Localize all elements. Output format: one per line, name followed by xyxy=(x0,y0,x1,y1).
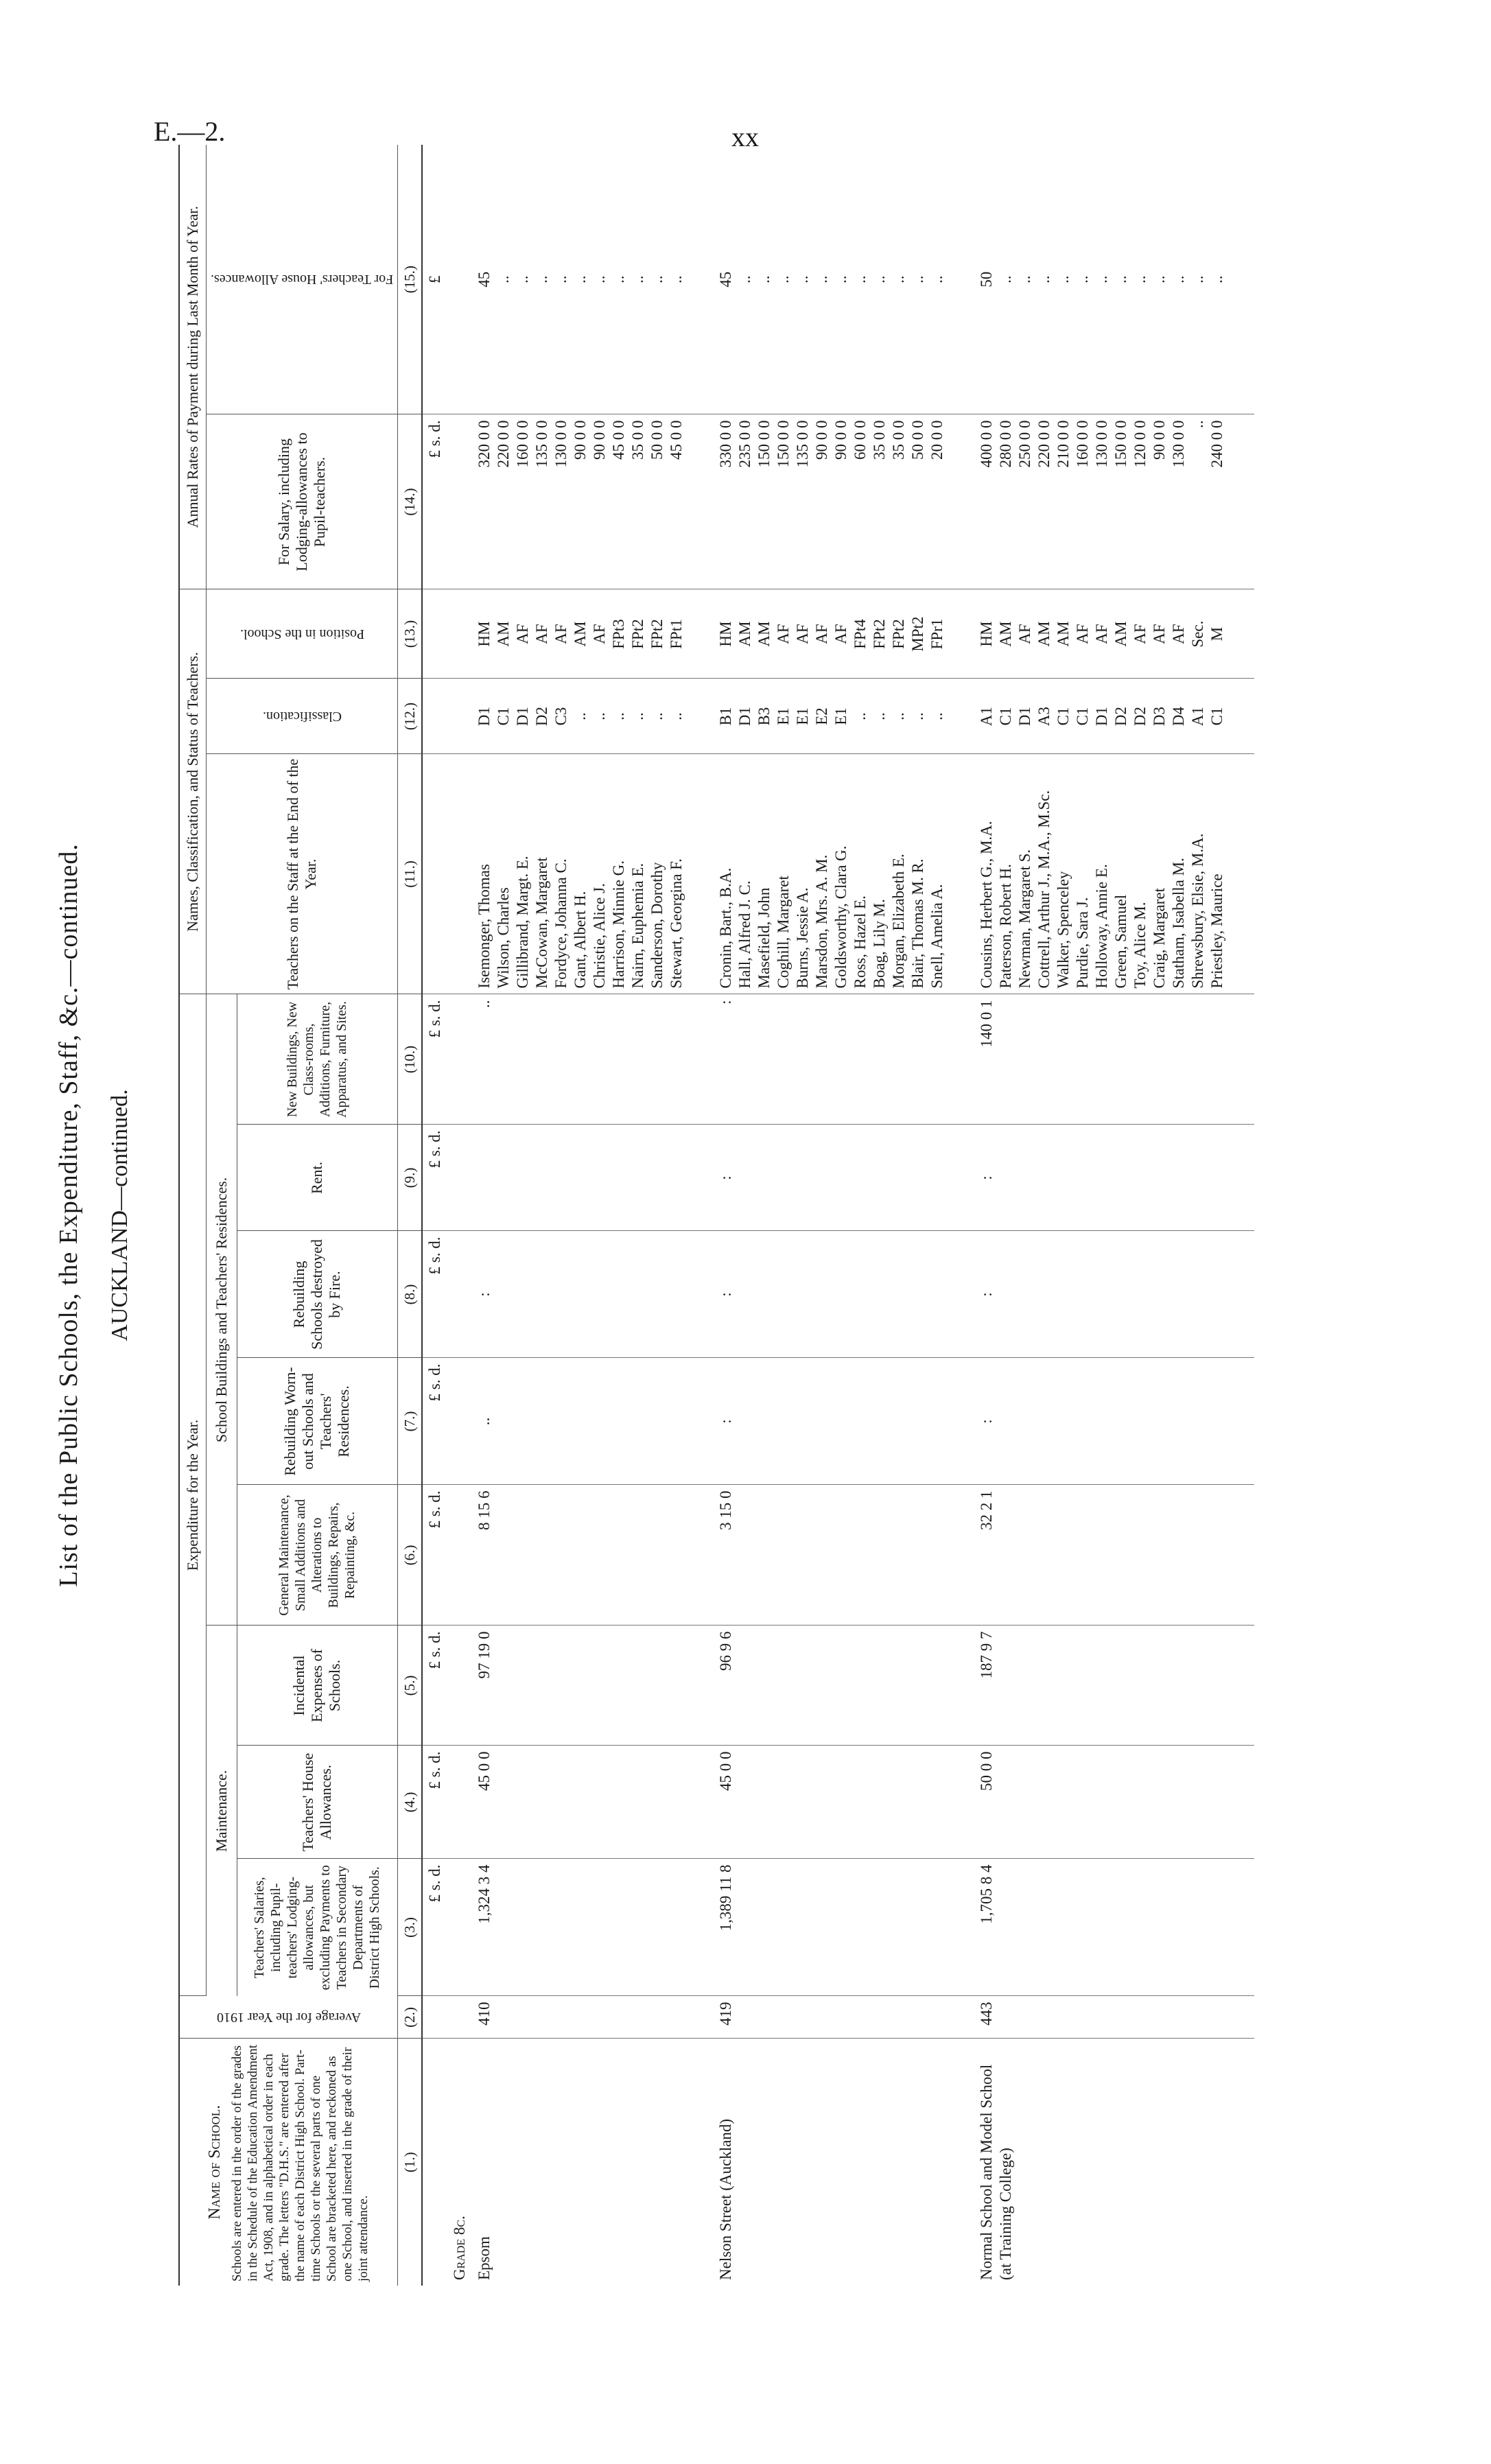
teacher-salary: 120 0 0 xyxy=(1131,420,1149,468)
rent: : xyxy=(974,1125,1230,1231)
teacher-position: FPt3 xyxy=(610,619,628,649)
teacher-allowance: .. xyxy=(1208,275,1226,283)
teacher-name: Marsdon, Mrs. A. M. xyxy=(813,854,831,989)
rebuilding-fire: : xyxy=(472,1231,689,1358)
col-salaries-header: Teachers' Salaries, including Pupil-teachers' Lodging-allowances, but excluding Payments to Teachers in Secondary Departments of District High Schools. xyxy=(237,1859,398,1996)
teacher-position: FPt2 xyxy=(629,619,647,649)
teacher-allowance: .. xyxy=(1055,275,1072,283)
teacher-salary: 320 0 0 xyxy=(476,420,493,468)
teacher-position: AF xyxy=(1131,624,1149,644)
teacher-classification: .. xyxy=(852,712,869,720)
general-maintenance: 3 15 0 xyxy=(714,1485,950,1626)
teacher-salary: 90 0 0 xyxy=(813,420,831,460)
teacher-allowance: .. xyxy=(852,275,869,283)
teacher-name: Paterson, Robert H. xyxy=(997,864,1015,989)
school-row xyxy=(974,145,1230,2286)
rent: : xyxy=(714,1125,950,1231)
unit-label: £ s. d. xyxy=(422,1746,447,1859)
teacher-name: Cottrell, Arthur J., M.A., M.Sc. xyxy=(1035,790,1053,989)
teacher-position: AM xyxy=(1055,621,1072,647)
column-number: (1.) xyxy=(398,2039,423,2286)
teacher-position: AF xyxy=(832,624,850,644)
teacher-position: AF xyxy=(813,624,831,644)
teacher-name: Toy, Alice M. xyxy=(1131,902,1149,989)
teacher-allowance: .. xyxy=(1170,275,1188,283)
buildings-group-header: School Buildings and Teachers' Residences. xyxy=(207,994,237,1626)
teacher-salary: 210 0 0 xyxy=(1055,420,1072,468)
teacher-allowance: .. xyxy=(755,275,773,283)
rebuilding-worn-out: .. xyxy=(472,1358,689,1485)
unit-label: £ s. d. xyxy=(422,1626,447,1746)
teacher-allowance: .. xyxy=(1151,275,1169,283)
teacher-salary: 35 0 0 xyxy=(629,420,647,460)
teacher-position-column xyxy=(472,589,689,679)
teacher-allowance: .. xyxy=(1131,275,1149,283)
col-rebuild-worn-header: Rebuilding Worn-out Schools and Teachers' Residences. xyxy=(237,1358,398,1485)
expenditure-group-header: Expenditure for the Year. xyxy=(179,994,207,1996)
grade-label: Grade 8c. xyxy=(451,2216,469,2280)
column-number: (4.) xyxy=(398,1746,423,1859)
teacher-classification: C3 xyxy=(552,707,570,726)
rates-group-header: Annual Rates of Payment during Last Month of Year. xyxy=(179,145,207,589)
teacher-allowance: .. xyxy=(909,275,927,283)
rebuilding-fire: : xyxy=(714,1231,950,1358)
teacher-salary: 90 0 0 xyxy=(572,420,589,460)
column-number: (10.) xyxy=(398,994,423,1125)
teacher-classification: D3 xyxy=(1151,706,1169,727)
teacher-salary-column xyxy=(472,414,689,589)
col-classification-header: Classification. xyxy=(207,679,398,754)
teacher-position: AF xyxy=(794,624,812,644)
teacher-position: HM xyxy=(476,621,493,647)
teacher-position-column xyxy=(974,589,1230,679)
column-number: (5.) xyxy=(398,1626,423,1746)
teacher-salary: 60 0 0 xyxy=(852,420,869,460)
teacher-classification: E2 xyxy=(813,707,831,725)
teacher-position: AF xyxy=(1151,624,1169,644)
teacher-classification: .. xyxy=(572,712,589,720)
teacher-classification: E1 xyxy=(794,707,812,725)
teacher-name: Coghill, Margaret xyxy=(775,876,793,989)
teacher-position: AM xyxy=(1035,621,1053,647)
teacher-name: Isemonger, Thomas xyxy=(476,864,493,989)
teacher-salary: 235 0 0 xyxy=(736,420,754,468)
teacher-salary: 160 0 0 xyxy=(1074,420,1092,468)
teacher-name: Holloway, Annie E. xyxy=(1093,864,1111,989)
general-maintenance: 8 15 6 xyxy=(472,1485,689,1626)
teacher-name: Purdie, Sara J. xyxy=(1074,897,1092,989)
page-reference: E.—2. xyxy=(154,116,226,147)
rebuilding-fire: : xyxy=(974,1231,1230,1358)
average-attendance: 443 xyxy=(974,1996,1230,2039)
teacher-name: Burns, Jessie A. xyxy=(794,887,812,989)
teacher-position: AF xyxy=(775,624,793,644)
teacher-name: Green, Samuel xyxy=(1112,894,1130,989)
column-number: (12.) xyxy=(398,679,423,754)
teacher-name: Hall, Alfred J. C. xyxy=(736,880,754,989)
column-number: (3.) xyxy=(398,1859,423,1996)
column-number: (14.) xyxy=(398,414,423,589)
teacher-classification: .. xyxy=(629,712,647,720)
teacher-classification: A3 xyxy=(1035,706,1053,727)
school-name: Epsom xyxy=(476,2236,493,2280)
teacher-name: Newman, Margaret S. xyxy=(1016,849,1034,989)
teacher-classification: D2 xyxy=(1131,706,1149,727)
rebuilding-worn-out: : xyxy=(714,1358,950,1485)
teachers-group-header: Names, Classification, and Status of Teachers. xyxy=(179,589,207,994)
teacher-position: HM xyxy=(978,621,996,647)
teacher-name: Statham, Isabella M. xyxy=(1170,858,1188,989)
teacher-classification: A1 xyxy=(1189,706,1207,727)
column-number: (15.) xyxy=(398,145,423,414)
teacher-classification: .. xyxy=(648,712,666,720)
teacher-salary: 50 0 0 xyxy=(909,420,927,460)
maintenance-group-header: Maintenance. xyxy=(207,1626,237,1996)
unit-label: £ s. d. xyxy=(422,1231,447,1358)
col-new-buildings-header: New Buildings, New Class-rooms, Additions, Furniture, Apparatus, and Sites. xyxy=(237,994,398,1125)
teacher-name: Gant, Albert H. xyxy=(572,891,589,989)
column-number: (11.) xyxy=(398,754,423,994)
schools-table xyxy=(178,145,1254,2286)
teacher-classification: D2 xyxy=(533,706,551,727)
average-attendance: 410 xyxy=(472,1996,689,2039)
teacher-name: Stewart, Georgina F. xyxy=(668,858,685,989)
teacher-allowance: .. xyxy=(890,275,908,283)
teacher-name: McCowan, Margaret xyxy=(533,857,551,989)
teacher-allowance-column xyxy=(974,145,1230,414)
teacher-allowance: .. xyxy=(572,275,589,283)
teacher-allowance: .. xyxy=(1093,275,1111,283)
school-name: Nelson Street (Auckland) xyxy=(717,2118,735,2280)
teacher-allowance: 45 xyxy=(476,271,493,288)
teacher-allowance: .. xyxy=(813,275,831,283)
teacher-allowance: .. xyxy=(629,275,647,283)
teacher-name: Christie, Alice J. xyxy=(591,883,609,989)
teacher-allowance: .. xyxy=(591,275,609,283)
teacher-name: Fordyce, Johanna C. xyxy=(552,858,570,989)
teacher-name: Priestley, Maurice xyxy=(1208,873,1226,989)
new-buildings: 140 0 1 xyxy=(974,994,1230,1125)
teacher-allowance: .. xyxy=(736,275,754,283)
teacher-salary: 20 0 0 xyxy=(928,420,946,460)
teacher-salary: 90 0 0 xyxy=(1151,420,1169,460)
teacher-classification-column xyxy=(714,679,950,754)
col-position-header: Position in the School. xyxy=(207,589,398,679)
column-number: (13.) xyxy=(398,589,423,679)
teacher-name: Goldsworthy, Clara G. xyxy=(832,845,850,989)
teacher-position: HM xyxy=(717,621,735,647)
teacher-classification: B1 xyxy=(717,707,735,726)
teacher-name: Walker, Spenceley xyxy=(1055,871,1072,989)
teacher-classification: .. xyxy=(871,712,889,720)
general-maintenance: 32 2 1 xyxy=(974,1485,1230,1626)
teacher-position: AF xyxy=(591,624,609,644)
teacher-salary: 130 0 0 xyxy=(1170,420,1188,468)
new-buildings: : xyxy=(714,994,950,1125)
teacher-classification: C1 xyxy=(495,707,513,726)
col-rent-header: Rent. xyxy=(237,1125,398,1231)
teacher-salary: 45 0 0 xyxy=(668,420,685,460)
teacher-name: Morgan, Elizabeth E. xyxy=(890,854,908,989)
teacher-position: AM xyxy=(495,621,513,647)
teacher-classification: E1 xyxy=(832,707,850,725)
teacher-salary: 45 0 0 xyxy=(610,420,628,460)
teacher-position: FPt4 xyxy=(852,619,869,649)
teacher-name: Ross, Hazel E. xyxy=(852,895,869,989)
teacher-classification: C1 xyxy=(997,707,1015,726)
school-name: Normal School and Model School (at Training College) xyxy=(978,2064,1015,2280)
teacher-salary: 135 0 0 xyxy=(794,420,812,468)
teacher-salary: 35 0 0 xyxy=(871,420,889,460)
teacher-salary: 135 0 0 xyxy=(533,420,551,468)
teacher-position: MPt2 xyxy=(909,616,927,652)
teacher-name: Blair, Thomas M. R. xyxy=(909,858,927,989)
teacher-name: Masefield, John xyxy=(755,887,773,989)
teacher-classification: C1 xyxy=(1074,707,1092,726)
house-allowances: 50 0 0 xyxy=(974,1746,1230,1859)
teacher-classification-column xyxy=(974,679,1230,754)
col-salary-header: For Salary, including Lodging-allowances to Pupil-teachers. xyxy=(207,414,398,589)
col-general-header: General Maintenance, Small Additions and Alterations to Buildings, Repairs, Repainting, &c. xyxy=(237,1485,398,1626)
unit-label: £ s. d. xyxy=(422,414,447,589)
teacher-allowance: 50 xyxy=(978,271,996,288)
page-number: xx xyxy=(731,121,759,152)
teacher-salary: 220 0 0 xyxy=(1035,420,1053,468)
teacher-allowance: .. xyxy=(832,275,850,283)
document-title: List of the Public Schools, the Expenditure, Staff, &c.—continued. xyxy=(54,843,83,1587)
rebuilding-worn-out: : xyxy=(974,1358,1230,1485)
teacher-name: Cronin, Bart., B.A. xyxy=(717,867,735,989)
house-allowances: 45 0 0 xyxy=(472,1746,689,1859)
teacher-classification: .. xyxy=(591,712,609,720)
teacher-classification: .. xyxy=(928,712,946,720)
teacher-position: FPt2 xyxy=(871,619,889,649)
teacher-classification: .. xyxy=(909,712,927,720)
teacher-position: M xyxy=(1208,626,1226,642)
column-number-row xyxy=(398,145,423,2286)
unit-row xyxy=(422,145,447,2286)
unit-label: £ s. d. xyxy=(422,1485,447,1626)
teacher-allowance: .. xyxy=(1189,275,1207,283)
teacher-position: FPt2 xyxy=(648,619,666,649)
teacher-allowance: .. xyxy=(1112,275,1130,283)
teacher-position: AM xyxy=(1112,621,1130,647)
grade-row xyxy=(447,145,472,2286)
teacher-position: Sec. xyxy=(1189,620,1207,648)
teacher-classification: B3 xyxy=(755,707,773,726)
rent xyxy=(472,1125,689,1231)
teacher-allowance: .. xyxy=(533,275,551,283)
spacer-row xyxy=(689,145,714,2286)
teacher-allowance: .. xyxy=(1035,275,1053,283)
teacher-name: Cousins, Herbert G., M.A. xyxy=(978,821,996,989)
teacher-name: Craig, Margaret xyxy=(1151,888,1169,989)
teacher-allowance: .. xyxy=(495,275,513,283)
teacher-position: AM xyxy=(572,621,589,647)
teacher-allowance: .. xyxy=(775,275,793,283)
teacher-salary: 330 0 0 xyxy=(717,420,735,468)
teacher-classification: .. xyxy=(668,712,685,720)
teacher-classification: D4 xyxy=(1170,706,1188,727)
teacher-classification: C1 xyxy=(1208,707,1226,726)
teacher-salary: .. xyxy=(1189,420,1207,428)
teacher-position: FPt2 xyxy=(890,619,908,649)
teacher-classification: D1 xyxy=(1093,706,1111,727)
teacher-salary: 150 0 0 xyxy=(1112,420,1130,468)
teachers-salaries: 1,705 8 4 xyxy=(974,1859,1230,1996)
teacher-salary: 150 0 0 xyxy=(755,420,773,468)
teacher-name: Gillibrand, Margt. E. xyxy=(514,856,532,989)
teacher-salary: 400 0 0 xyxy=(978,420,996,468)
unit-label: £ s. d. xyxy=(422,994,447,1125)
teacher-position: AF xyxy=(533,624,551,644)
teacher-allowance: .. xyxy=(928,275,946,283)
teacher-position: AF xyxy=(514,624,532,644)
teacher-classification: .. xyxy=(610,712,628,720)
teacher-allowance: .. xyxy=(997,275,1015,283)
incidental-expenses: 97 19 0 xyxy=(472,1626,689,1746)
teacher-salary: 280 0 0 xyxy=(997,420,1015,468)
col-rebuild-fire-header: Rebuilding Schools destroyed by Fire. xyxy=(237,1231,398,1358)
incidental-expenses: 96 9 6 xyxy=(714,1626,950,1746)
teachers-salaries: 1,389 11 8 xyxy=(714,1859,950,1996)
average-attendance: 419 xyxy=(714,1996,950,2039)
teacher-position: AF xyxy=(1093,624,1111,644)
column-number: (7.) xyxy=(398,1358,423,1485)
unit-label: £ s. d. xyxy=(422,1125,447,1231)
teacher-name: Snell, Amelia A. xyxy=(928,884,946,989)
col-house-header: Teachers' House Allowances. xyxy=(237,1746,398,1859)
col-incidental-header: Incidental Expenses of Schools. xyxy=(237,1626,398,1746)
teacher-classification: .. xyxy=(890,712,908,720)
teacher-allowance: .. xyxy=(871,275,889,283)
teacher-position: AM xyxy=(736,621,754,647)
teacher-allowance: .. xyxy=(610,275,628,283)
teacher-allowance: .. xyxy=(514,275,532,283)
teacher-position: AF xyxy=(1170,624,1188,644)
spacer-row xyxy=(1230,145,1254,2286)
teacher-position: FPr1 xyxy=(928,618,946,650)
teacher-name: Nairn, Euphemia E. xyxy=(629,863,647,989)
teacher-position: AF xyxy=(1016,624,1034,644)
teacher-salary: 220 0 0 xyxy=(495,420,513,468)
teacher-allowance: .. xyxy=(1074,275,1092,283)
teacher-position: AM xyxy=(755,621,773,647)
teacher-salary: 240 0 0 xyxy=(1208,420,1226,468)
teacher-position: AF xyxy=(552,624,570,644)
teacher-classification: A1 xyxy=(978,706,996,727)
teacher-salary: 130 0 0 xyxy=(1093,420,1111,468)
teacher-allowance: .. xyxy=(1016,275,1034,283)
column-number: (8.) xyxy=(398,1231,423,1358)
teacher-allowance: .. xyxy=(668,275,685,283)
unit-label: £ s. d. xyxy=(422,1358,447,1485)
col-teachers-header: Teachers on the Staff at the End of the Year. xyxy=(207,754,398,994)
teacher-name: Sanderson, Dorothy xyxy=(648,862,666,989)
column-number: (6.) xyxy=(398,1485,423,1626)
rotated-table-page xyxy=(41,145,1345,2286)
teacher-salary: 130 0 0 xyxy=(552,420,570,468)
teacher-allowance: 45 xyxy=(717,271,735,288)
teacher-salary-column xyxy=(714,414,950,589)
teacher-name: Boag, Lily M. xyxy=(871,899,889,989)
teacher-classification: C1 xyxy=(1055,707,1072,726)
teacher-salary-column xyxy=(974,414,1230,589)
teacher-name-column xyxy=(472,754,689,994)
teacher-classification: D1 xyxy=(476,706,493,727)
house-allowances: 45 0 0 xyxy=(714,1746,950,1859)
teacher-name: Wilson, Charles xyxy=(495,887,513,989)
school-row xyxy=(472,145,689,2286)
col-average-header: Average for the Year 1910 xyxy=(179,1996,398,2039)
teacher-allowance-column xyxy=(714,145,950,414)
column-number: (9.) xyxy=(398,1125,423,1231)
school-row xyxy=(714,145,950,2286)
new-buildings: .. xyxy=(472,994,689,1125)
teacher-name: Harrison, Minnie G. xyxy=(610,860,628,989)
teachers-salaries: 1,324 3 4 xyxy=(472,1859,689,1996)
teacher-salary: 250 0 0 xyxy=(1016,420,1034,468)
unit-label: £ xyxy=(422,145,447,414)
teacher-salary: 160 0 0 xyxy=(514,420,532,468)
teacher-position-column xyxy=(714,589,950,679)
teacher-allowance: .. xyxy=(552,275,570,283)
teacher-allowance-column xyxy=(472,145,689,414)
teacher-salary: 50 0 0 xyxy=(648,420,666,460)
incidental-expenses: 187 9 7 xyxy=(974,1626,1230,1746)
teacher-classification: D1 xyxy=(736,706,754,727)
teacher-name: Shrewsbury, Elsie, M.A. xyxy=(1189,833,1207,989)
teacher-salary: 35 0 0 xyxy=(890,420,908,460)
teacher-salary: 90 0 0 xyxy=(591,420,609,460)
teacher-classification: D1 xyxy=(1016,706,1034,727)
teacher-position: AM xyxy=(997,621,1015,647)
teacher-classification: E1 xyxy=(775,707,793,725)
column-number: (2.) xyxy=(398,1996,423,2039)
teacher-position: AF xyxy=(1074,624,1092,644)
col-school-header: Name of School. Schools are entered in the order of the grades in the Schedule of the Education Amendment Act, 1908, and in alphabetical order in each grade. The letters "D.H.S." are entered after the name of each District High School. Part-time Schools or the several parts of one School are bracketed here, and reckoned as one School, and inserted in the grade of their joint attendance. xyxy=(179,2039,398,2286)
unit-label: £ s. d. xyxy=(422,1859,447,1996)
teacher-classification-column xyxy=(472,679,689,754)
teacher-classification: D1 xyxy=(514,706,532,727)
teacher-classification: D2 xyxy=(1112,706,1130,727)
document-subtitle: AUCKLAND—continued. xyxy=(107,1089,132,1341)
col-allowances-header: For Teachers' House Allowances. xyxy=(207,145,398,414)
teacher-salary: 90 0 0 xyxy=(832,420,850,460)
teacher-allowance: .. xyxy=(794,275,812,283)
teacher-name-column xyxy=(714,754,950,994)
teacher-salary: 150 0 0 xyxy=(775,420,793,468)
teacher-allowance: .. xyxy=(648,275,666,283)
teacher-name-column xyxy=(974,754,1230,994)
teacher-position: FPt1 xyxy=(668,619,685,649)
spacer-row xyxy=(950,145,974,2286)
